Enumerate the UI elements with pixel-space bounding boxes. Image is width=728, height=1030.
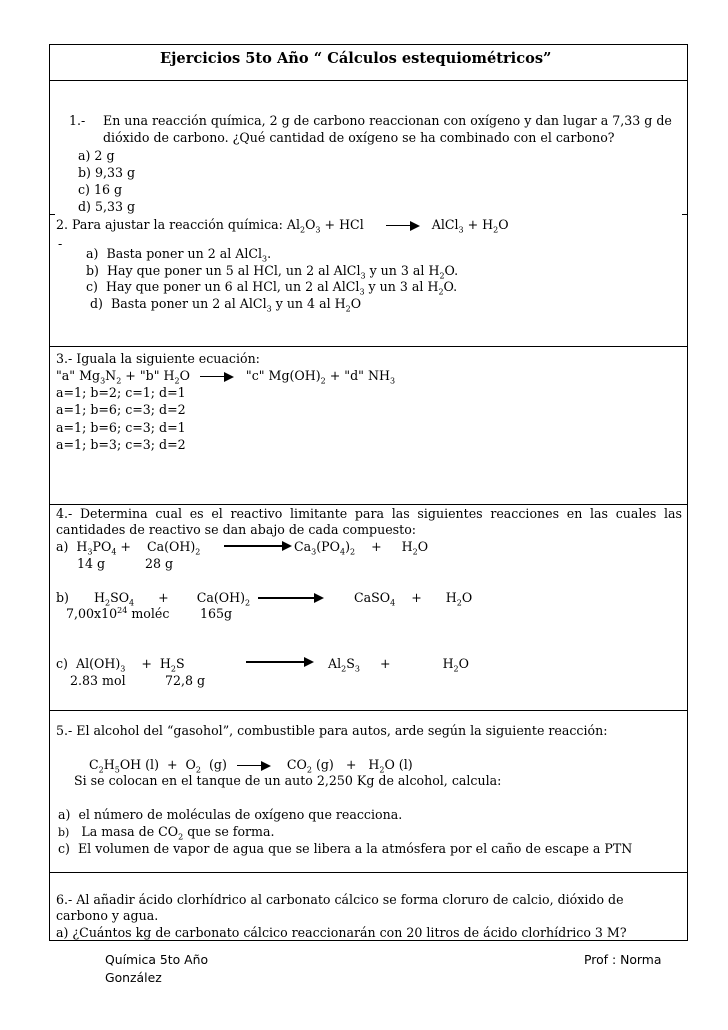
q3-option-1: a=1; b=2; c=1; d=1 <box>56 385 186 400</box>
q1-option-a: a) 2 g <box>78 148 115 163</box>
q1-option-d: d) 5,33 g <box>78 199 136 214</box>
q4-a-equation: a) $H_3PO_4$ + $Ca(OH)_2$ <box>56 539 201 557</box>
q5-prompt: 5.- El alcohol del “gasohol”, combustible para autos, arde según la siguiente reacción: <box>56 723 608 738</box>
q1-line-1: En una reacción química, 2 g de carbono reaccionan con oxígeno y dan lugar a 7,33 g de <box>103 113 672 128</box>
q5-note: Si se colocan en el tanque de un auto 2,250 Kg de alcohol, calcula: <box>74 773 502 788</box>
q3-prompt: 3.- Iguala la siguiente ecuación: <box>56 351 260 366</box>
q2-option-d: d) Basta poner un 2 al AlCl$_3$ y un 4 al $H_2O$ <box>90 296 362 314</box>
q4-b-label: b) <box>56 590 69 605</box>
reaction-arrow-icon <box>258 593 324 603</box>
footer-teacher: Prof : Norma <box>584 952 662 967</box>
q4-line-2: cantidades de reactivo se dan abajo de cada compuesto: <box>56 522 417 537</box>
q2-option-c: c) Hay que poner un 6 al HCl, un 2 al AlCl$_3$ y un 3 al $H_2O$. <box>86 279 458 297</box>
reaction-arrow-icon <box>246 657 314 667</box>
q2-option-b: b) Hay que poner un 5 al HCl, un 2 al AlCl$_3$ y un 3 al $H_2O$. <box>86 263 459 281</box>
footer-teacher-surname: González <box>105 970 162 985</box>
q4-b-qty-1: $7,00x10^{24}$ moléc <box>66 605 170 621</box>
q4-a-qty-2: 28 g <box>145 556 174 571</box>
q4-c-qty-2: 72,8 g <box>165 673 206 688</box>
q5-equation: $C_2H_5OH$ $(l) + O_2$ (g) $CO_2$ $(g) + H_2O$ (l) <box>89 757 413 775</box>
q3-option-2: a=1; b=6; c=3; d=2 <box>56 402 186 417</box>
q5-option-b: b) La masa de $CO_2$ que se forma. <box>58 824 275 842</box>
reaction-arrow-icon <box>224 541 292 551</box>
reaction-arrow-icon <box>200 372 234 382</box>
q1-line-2: dióxido de carbono. ¿Qué cantidad de oxígeno se ha combinado con el carbono? <box>103 130 615 145</box>
q6-line-3: a) ¿Cuántos kg de carbonato cálcico reaccionarán con 20 litros de ácido clorhídrico 3 M? <box>56 925 627 940</box>
q4-b-qty-2: 165g <box>200 606 233 621</box>
q6-line-1: 6.- Al añadir ácido clorhídrico al carbonato cálcico se forma cloruro de calcio, dióxido de <box>56 892 624 907</box>
q3-option-4: a=1; b=3; c=3; d=2 <box>56 437 186 452</box>
q2-dash: - <box>58 236 63 251</box>
q5-option-a: a) el número de moléculas de oxígeno que reacciona. <box>58 807 403 822</box>
reaction-arrow-icon <box>386 221 420 231</box>
q6-line-2: carbono y agua. <box>56 908 159 923</box>
q4-a-products: $Ca_3(PO_4)_2$ + $H_2O$ <box>294 539 429 557</box>
q2-option-a: a) Basta poner un 2 al AlCl$_3$. <box>86 246 272 264</box>
q4-c-equation: c) $Al(OH)_3$ + $H_2S$ <box>56 656 185 674</box>
q4-c-qty-1: 2.83 mol <box>70 673 126 688</box>
q4-c-products: $Al_2S_3$ + $H_2O$ <box>328 656 469 674</box>
q3-option-3: a=1; b=6; c=3; d=1 <box>56 420 186 435</box>
corner-mark-left <box>49 214 55 215</box>
page-title: Ejercicios 5to Año “ Cálculos estequiométricos” <box>160 50 552 67</box>
footer-course: Química 5to Año <box>105 952 209 967</box>
reaction-arrow-icon <box>237 761 271 771</box>
q4-b-reactants: $H_2SO_4$ + $Ca(OH)_2$ <box>94 590 251 608</box>
corner-mark-right <box>682 214 688 215</box>
q3-equation: "a" $Mg_3N_2$ + "b" $H_2O$ "c" $Mg(OH)_2$ + "d" $NH_3$ <box>56 368 396 386</box>
q5-option-c: c) El volumen de vapor de agua que se libera a la atmósfera por el caño de escape a PTN <box>58 841 633 856</box>
q4-line-1: 4.- Determina cual es el reactivo limitante para las siguientes reacciones en las cuales las <box>56 506 682 521</box>
q1-option-b: b) 9,33 g <box>78 165 136 180</box>
q2-prompt: 2. Para ajustar la reacción química: $Al_2O_3$ + HCl AlCl$_3$ + $H_2O$ <box>56 217 509 235</box>
q1-number: 1.- <box>69 113 86 128</box>
q4-a-qty-1: 14 g <box>77 556 106 571</box>
q4-b-products: CaSO$_4$ + $H_2O$ <box>354 590 473 608</box>
q1-option-c: c) 16 g <box>78 182 123 197</box>
